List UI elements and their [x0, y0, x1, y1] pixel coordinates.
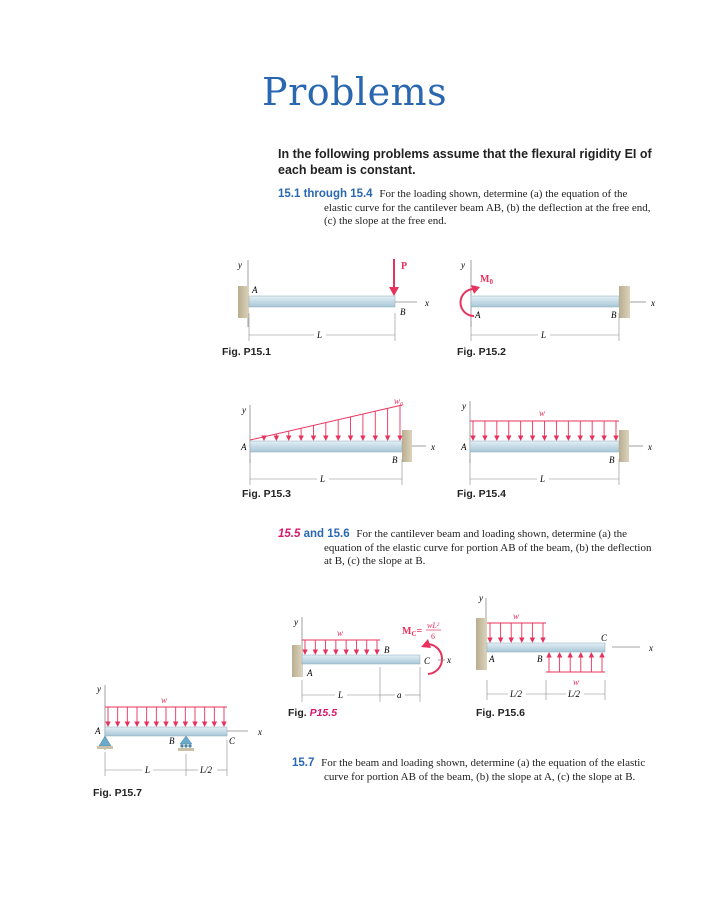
- moment-label: $M_0$: [480, 274, 493, 286]
- roller-support: [180, 736, 192, 744]
- dim-label: a: [397, 690, 402, 700]
- moment-label: $M_C=$: [402, 626, 423, 638]
- problem-15-1: [278, 188, 656, 229]
- axis-x-label: x: [425, 298, 429, 308]
- distributed-load-arrows: [471, 421, 618, 440]
- axis-y-label: y: [479, 593, 483, 603]
- figure-label: Fig. P15.2: [457, 346, 507, 358]
- problem-number: 15.5 and 15.6: [278, 528, 350, 540]
- figure-label: Fig. P15.7: [93, 787, 143, 799]
- axis-x-label: x: [258, 727, 262, 737]
- point-b-label: B: [537, 654, 543, 664]
- point-a-label: A: [461, 442, 467, 452]
- page-title: Problems: [262, 70, 448, 114]
- figure-p15-4: [455, 393, 665, 488]
- problem-number: 15.7: [292, 757, 315, 769]
- point-b-label: B: [400, 307, 406, 317]
- axis-x-label: x: [431, 442, 435, 452]
- point-a-label: A: [241, 442, 247, 452]
- figure-label: Fig. P15.6: [476, 707, 526, 719]
- point-c-label: C: [229, 736, 236, 746]
- axis-y-label: y: [462, 401, 466, 411]
- dim-label: L/2: [200, 765, 213, 775]
- axis-x-label: x: [648, 442, 652, 452]
- axis-y-label: y: [461, 260, 465, 270]
- distributed-load-arrows: [262, 405, 402, 440]
- point-a-label: A: [95, 726, 101, 736]
- point-b-label: B: [611, 310, 617, 320]
- load-label: w: [337, 628, 344, 638]
- point-a-label: A: [475, 310, 481, 320]
- point-c-label: C: [601, 633, 608, 643]
- problem-15-7: [292, 757, 656, 784]
- figure-p15-7: [90, 680, 270, 785]
- point-a-label: A: [307, 668, 313, 678]
- intro-text: In the following problems assume that the flexural rigidity EI of each beam is constant.: [278, 147, 652, 177]
- load-top-label: w: [513, 611, 520, 621]
- axis-x-label: x: [649, 643, 653, 653]
- point-c-label: C: [424, 656, 431, 666]
- beam: [487, 643, 605, 652]
- point-a-label: A: [252, 285, 258, 295]
- dim-label: L: [145, 765, 151, 775]
- wall-support: [402, 430, 412, 462]
- axis-y-label: y: [238, 260, 242, 270]
- beam: [302, 655, 420, 664]
- beam: [105, 727, 227, 736]
- load-bottom-label: w: [573, 677, 580, 687]
- moment-numerator: wL²: [427, 621, 440, 630]
- dim-label: L: [540, 474, 546, 484]
- figure-label: Fig. P15.4: [457, 488, 507, 500]
- beam: [470, 441, 619, 452]
- load-label: w: [539, 408, 546, 418]
- figure-label: Fig. P15.5: [288, 707, 338, 719]
- axis-y-label: y: [242, 405, 246, 415]
- figure-label: Fig. P15.3: [242, 488, 292, 500]
- problem-15-5: [278, 528, 656, 569]
- dim-label: L: [338, 690, 344, 700]
- moment-denominator: 6: [431, 632, 435, 641]
- figure-label: Fig. P15.1: [222, 346, 272, 358]
- beam: [250, 441, 402, 452]
- point-b-label: B: [609, 455, 615, 465]
- figure-p15-6: [470, 590, 670, 705]
- wall-support: [292, 645, 302, 677]
- axis-x-label: x: [447, 655, 451, 665]
- problem-number: 15.1 through 15.4: [278, 188, 373, 200]
- figure-p15-3: [228, 393, 443, 488]
- wall-support: [238, 286, 249, 318]
- point-b-label: B: [384, 645, 390, 655]
- wall-support: [619, 286, 630, 318]
- distributed-load-arrows-bottom: [547, 653, 604, 672]
- figure-p15-2: [448, 255, 663, 345]
- distributed-load-arrows-top: [488, 623, 545, 642]
- load-label: w: [161, 695, 168, 705]
- distributed-load-arrows: [106, 707, 226, 726]
- point-b-label: B: [169, 736, 175, 746]
- figure-p15-5: [285, 612, 460, 707]
- figure-p15-1: [222, 255, 442, 345]
- axis-x-label: x: [651, 298, 655, 308]
- problem-text: For the beam and loading shown, determine (a) the equation of the elastic curve for portion AB of the beam, (b) the slope at A, (c) the slope at B.: [321, 757, 646, 783]
- load-label: P: [401, 261, 408, 272]
- dim-label: L/2: [510, 689, 523, 699]
- problem-text: For the loading shown, determine (a) the equation of the elastic curve for the cantilever beam AB, (b) the deflection at the free end, (c) the slope at the free end.: [324, 188, 651, 227]
- beam: [249, 296, 395, 307]
- load-label: $w_0$: [394, 396, 404, 408]
- pin-support: [99, 736, 111, 746]
- problem-text: For the cantilever beam and loading shown, determine (a) the equation of the elastic curve for portion AB of the beam, (b) the deflection at B, (c) the slope at B.: [324, 528, 652, 567]
- axis-y-label: y: [97, 684, 101, 694]
- distributed-load-arrows: [303, 640, 379, 654]
- dim-label: L: [317, 330, 323, 340]
- point-b-label: B: [392, 455, 398, 465]
- axis-y-label: y: [294, 617, 298, 627]
- dim-label: L/2: [568, 689, 581, 699]
- point-a-label: A: [489, 654, 495, 664]
- wall-support: [476, 618, 487, 670]
- dim-label: L: [541, 330, 547, 340]
- dim-label: L: [320, 474, 326, 484]
- beam: [471, 296, 619, 307]
- wall-support: [619, 430, 629, 462]
